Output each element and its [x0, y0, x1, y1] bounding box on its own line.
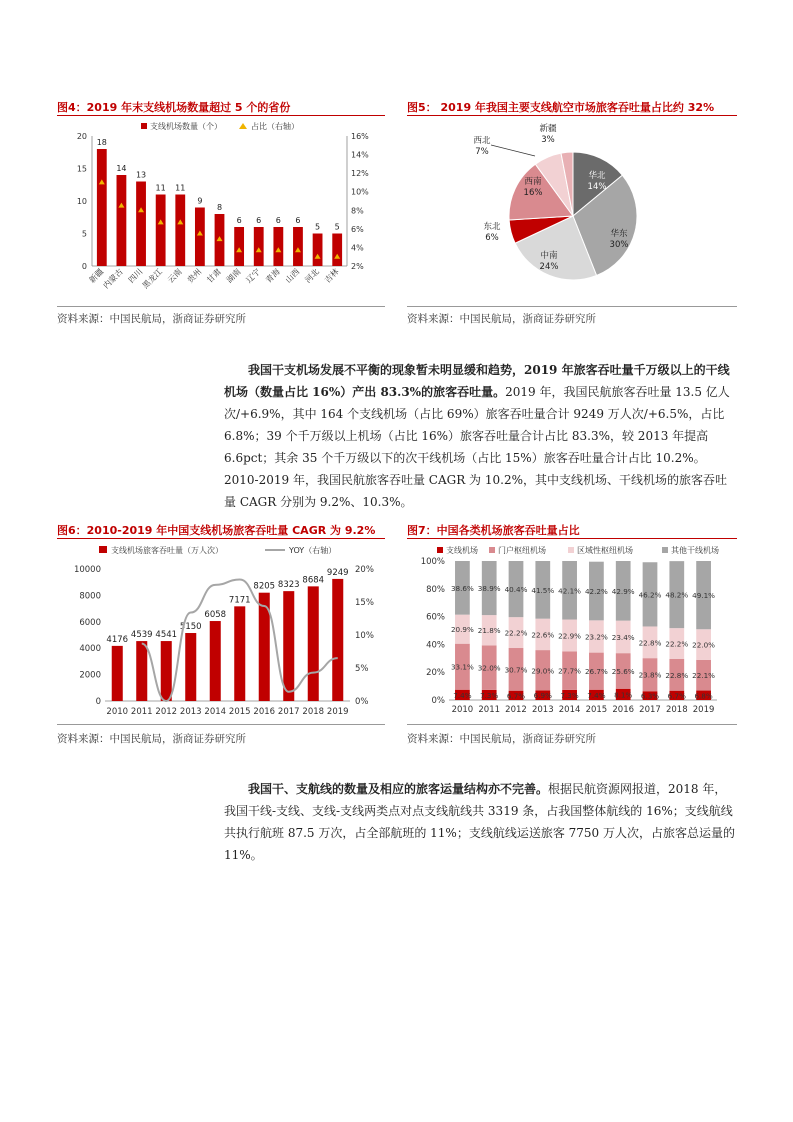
y2-tick-label: 14% [351, 150, 369, 160]
pie-slice-percent: 30% [609, 240, 629, 250]
bar [175, 195, 185, 267]
body-paragraph-1 [224, 359, 738, 513]
segment-value-label: 48.2% [665, 590, 689, 600]
segment-value-label: 30.7% [504, 665, 528, 675]
x-tick-label: 2018 [302, 707, 325, 717]
x-tick-label: 2017 [277, 707, 300, 717]
y-tick-label: 10000 [73, 565, 101, 575]
bar-value-label: 5150 [179, 622, 202, 633]
bar [185, 633, 196, 701]
bar-value-label: 9249 [326, 567, 349, 578]
bar [332, 234, 342, 267]
bar-value-label: 6 [256, 216, 262, 225]
segment-value-label: 7.4% [587, 690, 606, 700]
x-tick-label: 2010 [106, 707, 129, 717]
y2-tick-label: 0% [355, 697, 369, 707]
pie-slice-percent: 24% [539, 262, 559, 272]
legend-label: 区域性枢纽机场 [577, 546, 633, 555]
x-tick-label: 2011 [130, 707, 153, 717]
legend-marker-share [239, 123, 247, 129]
segment-value-label: 25.6% [611, 666, 635, 676]
y2-tick-label: 4% [351, 243, 364, 253]
pie-slice-percent: 6% [485, 233, 499, 243]
figure-6-source-rule [57, 724, 385, 725]
legend-label-yoy: YOY（右轴） [289, 546, 337, 555]
segment-value-label: 6.8% [694, 691, 713, 701]
y-tick-label: 20% [426, 668, 445, 679]
y-tick-label: 80% [426, 584, 445, 595]
legend-label-share: 占比（右轴） [251, 122, 299, 131]
bar [273, 227, 283, 266]
pie-slice-percent: 7% [475, 147, 489, 157]
segment-value-label: 6.9% [533, 691, 552, 701]
figure-4-title: 图4：2019 年末支线机场数量超过 5 个的省份 [57, 101, 291, 114]
bar [161, 641, 172, 701]
x-tick-label: 贵州 [185, 267, 204, 285]
bar-value-label: 11 [175, 183, 186, 193]
pie-slice-name: 西北 [473, 136, 491, 146]
segment-value-label: 32.0% [477, 663, 501, 673]
segment-value-label: 22.6% [531, 630, 555, 640]
y2-tick-label: 15% [355, 598, 374, 608]
y-tick-label: 6000 [79, 617, 101, 628]
bar [293, 227, 303, 266]
x-tick-label: 2016 [253, 707, 276, 717]
x-tick-label: 2014 [204, 707, 227, 717]
bar-value-label: 6 [236, 216, 242, 225]
y-tick-label: 4000 [79, 644, 101, 655]
figure-6-combo-chart [57, 541, 385, 721]
x-tick-label: 2014 [558, 705, 581, 715]
segment-value-label: 7.3% [480, 690, 499, 700]
y-tick-label: 5 [81, 229, 87, 239]
figure-4-source-rule [57, 306, 385, 307]
figure-5-pie-chart [407, 118, 737, 305]
segment-value-label: 22.2% [665, 639, 689, 649]
bar-value-label: 8 [216, 203, 223, 212]
bar-value-label: 6 [275, 216, 281, 225]
figure-7-source-rule [407, 724, 737, 725]
pie-slice-name: 中南 [540, 251, 558, 261]
x-tick-label: 吉林 [322, 267, 341, 285]
segment-value-label: 22.2% [504, 628, 528, 638]
bar [254, 227, 264, 266]
segment-value-label: 23.8% [638, 670, 662, 680]
y-tick-label: 0 [95, 697, 101, 707]
bar [112, 646, 123, 701]
bar [136, 182, 146, 267]
bar-value-label: 8205 [253, 581, 276, 592]
x-tick-label: 辽宁 [244, 267, 263, 285]
y2-tick-label: 6% [351, 224, 364, 234]
x-tick-label: 2015 [585, 705, 608, 715]
y2-tick-label: 10% [355, 631, 374, 641]
x-tick-label: 2017 [639, 705, 661, 715]
figure-7-source: 资料来源：中国民航局，浙商证券研究所 [407, 733, 596, 745]
y-tick-label: 60% [426, 612, 445, 623]
bar [117, 175, 127, 266]
bar-value-label: 13 [135, 170, 147, 180]
x-tick-label: 2010 [451, 705, 474, 715]
segment-value-label: 21.8% [477, 626, 501, 636]
x-tick-label: 甘肃 [205, 267, 223, 285]
y-tick-label: 40% [426, 640, 445, 651]
y-tick-label: 2000 [79, 670, 101, 681]
y-tick-label: 10 [76, 197, 87, 206]
segment-value-label: 46.2% [638, 590, 662, 600]
paragraph-2-lead: 我国干、支航线的数量及相应的旅客运量结构亦不完善。 [248, 782, 549, 796]
bar-value-label: 11 [155, 183, 166, 193]
legend-swatch [437, 547, 443, 553]
bar [313, 234, 323, 267]
leader-line [491, 145, 535, 156]
segment-value-label: 22.8% [665, 670, 689, 680]
body-paragraph-2 [224, 778, 738, 866]
x-tick-label: 青海 [264, 267, 282, 285]
y2-tick-label: 2% [351, 262, 364, 271]
x-tick-label: 云南 [166, 267, 184, 285]
pie-slice-percent: 16% [523, 188, 543, 198]
bar-value-label: 4176 [106, 634, 129, 645]
bar-value-label: 4541 [155, 630, 178, 641]
x-tick-label: 内蒙古 [101, 267, 125, 291]
bar-value-label: 5 [315, 222, 321, 232]
bar [283, 591, 294, 701]
x-tick-label: 山西 [283, 267, 302, 285]
bar-value-label: 5 [334, 222, 340, 232]
segment-value-label: 22.9% [558, 631, 582, 641]
figure-6-title-rule [57, 538, 385, 539]
segment-value-label: 38.9% [477, 584, 501, 594]
segment-value-label: 20.9% [450, 625, 474, 635]
segment-value-label: 42.2% [584, 587, 608, 597]
bar [332, 579, 343, 701]
segment-value-label: 8.1% [614, 690, 633, 700]
bar [210, 621, 221, 701]
segment-value-label: 42.1% [558, 586, 582, 596]
segment-value-label: 22.8% [638, 638, 662, 648]
paragraph-1-text: 2019 年，我国民航旅客吞吐量 13.5 亿人次/+6.9%，其中 164 个支线机场（占比 69%）旅客吞吐量合计 9249 万人次/+6.5%，占比 6.8%；39 个千万级以上机场（占比 16%）旅客吞吐量合计占比 83.3%，较 2013 年提高 6.6pct；其余 35 个千万级以下的次干线机场（占比 15%）旅客吞吐量合计占比 10.2%。2010-2019 年，我国民航旅客吞吐量 CAGR 为 10.2%，其中支线机场、干线机场的旅客吞吐量 CAGR 分别为 9.2%、10.3%。 [224, 385, 730, 509]
x-tick-label: 2011 [478, 705, 501, 715]
legend-swatch [662, 547, 668, 553]
segment-value-label: 7.3% [560, 690, 579, 700]
segment-value-label: 23.4% [611, 632, 635, 642]
y2-tick-label: 20% [355, 565, 374, 575]
figure-5-source: 资料来源：中国民航局，浙商证券研究所 [407, 313, 596, 325]
segment-value-label: 6.7% [506, 691, 526, 701]
y-tick-label: 15 [76, 164, 87, 174]
figure-7-stacked-bar-chart [407, 541, 737, 721]
figure-5-title-rule [407, 115, 737, 116]
segment-value-label: 6.3% [640, 691, 660, 701]
x-tick-label: 2013 [531, 705, 554, 715]
bar [195, 208, 205, 267]
legend-swatch [489, 547, 495, 553]
segment-value-label: 49.1% [692, 591, 716, 601]
legend-label: 支线机场 [446, 546, 478, 555]
bar [308, 586, 319, 701]
pie-slice-percent: 3% [541, 135, 555, 145]
paragraph-1-lead: 我国干支机场发展不平衡的现象暂未明显缓和趋势，2019 年旅客吞吐量千万级以上的干线机场（数量占比 16%）产出 83.3%的旅客吞吐量。 [224, 363, 730, 399]
segment-value-label: 42.9% [611, 586, 635, 596]
y2-tick-label: 8% [351, 206, 364, 216]
segment-value-label: 26.7% [584, 667, 608, 677]
y2-tick-label: 5% [355, 664, 369, 674]
bar-value-label: 8684 [302, 575, 325, 586]
segment-value-label: 6.7% [667, 691, 686, 701]
x-tick-label: 新疆 [87, 267, 106, 285]
segment-value-label: 29.0% [531, 666, 555, 676]
figure-4-bar-chart [57, 118, 385, 305]
x-tick-label: 2013 [179, 707, 202, 717]
x-tick-label: 2012 [155, 707, 178, 717]
y-tick-label: 20 [76, 132, 87, 141]
figure-7-title-rule [407, 538, 737, 539]
pie-slice-name: 西南 [524, 177, 542, 187]
segment-value-label: 22.0% [692, 640, 716, 650]
figure-6-title: 图6：2010-2019 年中国支线机场旅客吞吐量 CAGR 为 9.2% [57, 524, 376, 537]
x-tick-label: 2019 [692, 705, 715, 715]
segment-value-label: 40.4% [504, 585, 528, 595]
pie-slice-name: 华东 [610, 229, 628, 239]
figure-4-source: 资料来源：中国民航局，浙商证券研究所 [57, 313, 246, 325]
y-tick-label: 0% [431, 696, 445, 706]
y-tick-label: 100% [420, 557, 445, 567]
pie-slice-name: 华北 [588, 171, 606, 181]
y2-tick-label: 10% [351, 187, 369, 197]
bar [156, 195, 166, 267]
bar-value-label: 6058 [204, 610, 227, 621]
legend-label: 其他干线机场 [671, 546, 719, 555]
legend-swatch-passengers [99, 546, 107, 553]
bar-value-label: 14 [116, 164, 127, 173]
bar-value-label: 7171 [228, 595, 251, 606]
y-tick-label: 0 [81, 262, 87, 271]
x-tick-label: 2015 [228, 707, 251, 717]
bar [97, 149, 107, 266]
x-tick-label: 2019 [326, 707, 349, 717]
figure-5-title: 图5： 2019 年我国主要支线航空市场旅客吞吐量占比约 32% [407, 101, 715, 114]
segment-value-label: 41.5% [531, 585, 555, 595]
pie-slice-percent: 14% [587, 182, 607, 192]
y2-tick-label: 16% [351, 132, 369, 141]
x-tick-label: 黑龙江 [140, 267, 165, 291]
figure-7-title: 图7：中国各类机场旅客吞吐量占比 [407, 524, 580, 537]
legend-label-airports: 支线机场数量（个） [150, 122, 222, 131]
bar [136, 641, 147, 701]
bar-value-label: 18 [96, 138, 107, 147]
y2-tick-label: 12% [351, 169, 369, 179]
bar-value-label: 6 [295, 216, 301, 225]
legend-swatch-airports [141, 123, 147, 129]
bar-value-label: 4539 [130, 630, 153, 641]
x-tick-label: 2016 [612, 705, 635, 715]
pie-slice-name: 东北 [483, 222, 501, 232]
figure-6-source: 资料来源：中国民航局，浙商证券研究所 [57, 733, 246, 745]
legend-label-passengers: 支线机场旅客吞吐量（万人次） [111, 546, 223, 555]
bar [234, 606, 245, 701]
y-tick-label: 8000 [79, 591, 101, 602]
figure-5-source-rule [407, 306, 737, 307]
segment-value-label: 22.1% [692, 671, 716, 681]
pie-slice-name: 新疆 [539, 124, 557, 134]
figure-4-title-rule [57, 115, 385, 116]
x-tick-label: 2012 [505, 705, 527, 715]
segment-value-label: 38.6% [450, 583, 474, 593]
paragraph-2-text: 根据民航资源网报道，2018 年，我国干线-支线、支线-支线两类点对点支线航线共 3319 条，占我国整体航线的 16%；支线航线共执行航班 87.5 万次，占全部航班的 11%；支线航线运送旅客 7750 万人次，占旅客总运量的 11%。 [224, 782, 736, 862]
bar-value-label: 9 [197, 196, 203, 206]
legend-swatch [568, 547, 574, 553]
segment-value-label: 7.4% [453, 690, 472, 700]
segment-value-label: 23.2% [584, 632, 608, 642]
bar-value-label: 8323 [277, 580, 300, 591]
x-tick-label: 四川 [126, 267, 145, 285]
segment-value-label: 33.1% [450, 662, 474, 672]
segment-value-label: 27.7% [558, 666, 582, 676]
x-tick-label: 2018 [665, 705, 688, 715]
bar [234, 227, 244, 266]
legend-label: 门户枢纽机场 [498, 546, 546, 555]
x-tick-label: 河北 [303, 267, 321, 285]
x-tick-label: 湖南 [224, 267, 243, 285]
